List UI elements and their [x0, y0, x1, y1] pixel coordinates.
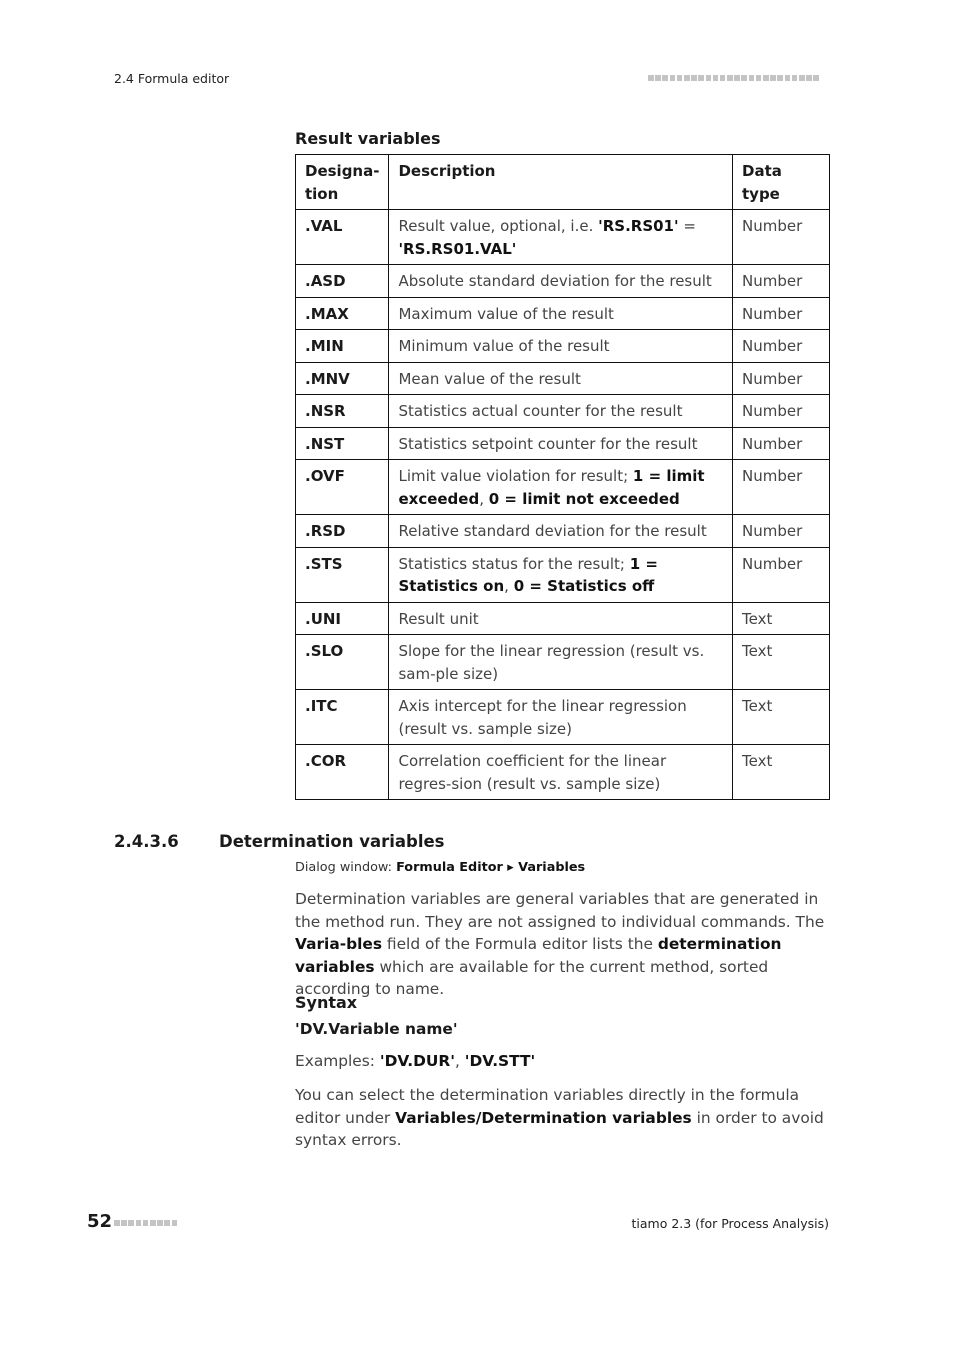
dot-square — [799, 75, 805, 81]
dialog-prefix: Dialog window: — [295, 860, 397, 875]
dot-square — [670, 75, 676, 81]
table-row — [296, 602, 830, 635]
designation-cell: .VAL — [296, 210, 389, 265]
dot-square — [121, 1220, 127, 1226]
description-cell: Result unit — [389, 602, 733, 635]
dot-square — [114, 1220, 120, 1226]
description-cell: Statistics status for the result; 1 = Statistics on, 0 = Statistics off — [389, 547, 733, 602]
description-cell: Absolute standard deviation for the result — [389, 265, 733, 298]
dot-square — [741, 75, 747, 81]
designation-cell: .SLO — [296, 635, 389, 690]
header-designation: Designa- tion — [296, 155, 389, 210]
datatype-cell: Number — [733, 330, 830, 363]
page-number: 52 — [87, 1211, 113, 1232]
table-row — [296, 515, 830, 548]
table-row — [296, 690, 830, 745]
datatype-cell: Number — [733, 547, 830, 602]
header-datatype: Data type — [733, 155, 830, 210]
dot-square — [727, 75, 733, 81]
dot-square — [691, 75, 697, 81]
table-row — [296, 265, 830, 298]
dot-square — [792, 75, 798, 81]
result-variables-table — [295, 154, 830, 800]
datatype-cell: Text — [733, 602, 830, 635]
dot-square — [734, 75, 740, 81]
dot-square — [756, 75, 762, 81]
dot-square — [677, 75, 683, 81]
datatype-cell: Number — [733, 265, 830, 298]
datatype-cell: Text — [733, 745, 830, 800]
table-header-row — [296, 155, 830, 210]
description-cell: Correlation coefficient for the linear regres-sion (result vs. sample size) — [389, 745, 733, 800]
designation-cell: .MIN — [296, 330, 389, 363]
dot-square — [698, 75, 704, 81]
table-row — [296, 210, 830, 265]
dot-square — [164, 1220, 170, 1226]
table-caption: Result variables — [295, 129, 441, 148]
table-row — [296, 362, 830, 395]
designation-cell: .NSR — [296, 395, 389, 428]
dot-square — [662, 75, 668, 81]
dot-square — [655, 75, 661, 81]
running-header-section: 2.4 Formula editor — [114, 71, 230, 86]
designation-cell: .MAX — [296, 297, 389, 330]
description-cell: Limit value violation for result; 1 = limit exceeded, 0 = limit not exceeded — [389, 460, 733, 515]
dot-square — [777, 75, 783, 81]
dot-square — [720, 75, 726, 81]
table-row — [296, 395, 830, 428]
dot-square — [713, 75, 719, 81]
dot-square — [813, 75, 819, 81]
dot-square — [648, 75, 654, 81]
description-cell: Statistics setpoint counter for the result — [389, 427, 733, 460]
datatype-cell: Number — [733, 362, 830, 395]
designation-cell: .STS — [296, 547, 389, 602]
paragraph-select: You can select the determination variables directly in the formula editor under Variables/Determination variables in order to avoid syntax errors. — [295, 1086, 824, 1149]
examples-line: Examples: 'DV.DUR', 'DV.STT' — [295, 1052, 536, 1070]
designation-cell: .MNV — [296, 362, 389, 395]
syntax-heading: Syntax — [295, 993, 358, 1012]
dot-square — [706, 75, 712, 81]
table-row — [296, 635, 830, 690]
dot-square — [684, 75, 690, 81]
designation-cell: .NST — [296, 427, 389, 460]
table-row — [296, 460, 830, 515]
description-cell: Relative standard deviation for the result — [389, 515, 733, 548]
dot-square — [749, 75, 755, 81]
datatype-cell: Number — [733, 427, 830, 460]
table-row — [296, 547, 830, 602]
designation-cell: .COR — [296, 745, 389, 800]
description-cell: Slope for the linear regression (result vs. sam-ple size) — [389, 635, 733, 690]
description-cell: Minimum value of the result — [389, 330, 733, 363]
dot-square — [763, 75, 769, 81]
dot-square — [143, 1220, 149, 1226]
dot-square — [128, 1220, 134, 1226]
datatype-cell: Text — [733, 635, 830, 690]
designation-cell: .ASD — [296, 265, 389, 298]
description-cell: Mean value of the result — [389, 362, 733, 395]
datatype-cell: Number — [733, 515, 830, 548]
header-dot-rule — [648, 75, 819, 81]
designation-cell: .ITC — [296, 690, 389, 745]
description-cell: Axis intercept for the linear regression (result vs. sample size) — [389, 690, 733, 745]
section-number: 2.4.3.6 — [114, 832, 179, 851]
description-cell: Statistics actual counter for the result — [389, 395, 733, 428]
dot-square — [172, 1220, 178, 1226]
syntax-value: 'DV.Variable name' — [295, 1020, 458, 1038]
designation-cell: .UNI — [296, 602, 389, 635]
footer-dot-rule — [114, 1220, 177, 1226]
table-row — [296, 745, 830, 800]
dot-square — [136, 1220, 142, 1226]
table-row — [296, 427, 830, 460]
dot-square — [150, 1220, 156, 1226]
dot-square — [770, 75, 776, 81]
datatype-cell: Number — [733, 210, 830, 265]
dot-square — [806, 75, 812, 81]
designation-cell: .OVF — [296, 460, 389, 515]
table-row — [296, 297, 830, 330]
designation-cell: .RSD — [296, 515, 389, 548]
dialog-window-path — [295, 860, 585, 875]
header-description: Description — [389, 155, 733, 210]
section-title: Determination variables — [219, 832, 445, 851]
datatype-cell: Number — [733, 395, 830, 428]
table-row — [296, 330, 830, 363]
description-cell: Maximum value of the result — [389, 297, 733, 330]
datatype-cell: Number — [733, 297, 830, 330]
dialog-path: Formula Editor ▸ Variables — [396, 860, 586, 875]
paragraph-intro: Determination variables are general variables that are generated in the method run. They are not assigned to individual commands. The Varia-bles field of the Formula editor lists the determination variables which are available for the current method, sorted according to name. — [295, 890, 825, 998]
dot-square — [785, 75, 791, 81]
dot-square — [157, 1220, 163, 1226]
datatype-cell: Text — [733, 690, 830, 745]
description-cell: Result value, optional, i.e. 'RS.RS01' = 'RS.RS01.VAL' — [389, 210, 733, 265]
footer-product: tiamo 2.3 (for Process Analysis) — [631, 1216, 829, 1231]
datatype-cell: Number — [733, 460, 830, 515]
